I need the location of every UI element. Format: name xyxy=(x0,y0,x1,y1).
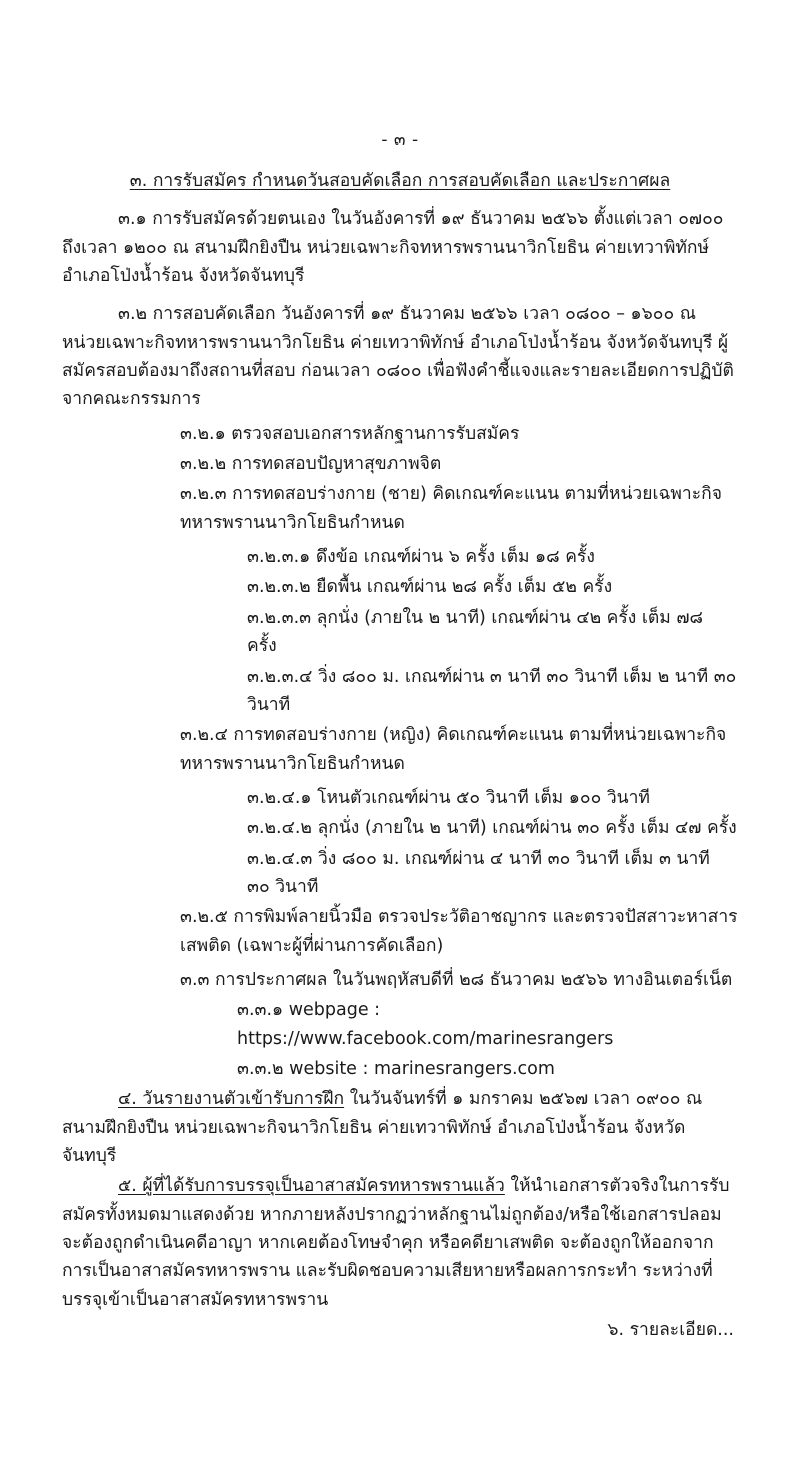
item-5-body: ให้นำเอกสารตัวจริงในการรับสมัครทั้งหมดมาแสดงด้วย หากภายหลังปรากฏว่าหลักฐานไม่ถูกต้อง/หรือใช้เอกสารปลอม จะต้องถูกดำเนินคดีอาญา หากเคยต้องโทษจำคุก หรือคดียาเสพติด จะต้องถูกให้ออกจากการเป็นอาสาสมัครทหารพราน และรับผิดชอบความเสียหายหรือผลการกระทำ ระหว่างที่บรรจุเข้าเป็นอาสาสมัครทหารพราน xyxy=(62,1176,730,1310)
item-3-2-2: ๓.๒.๒ การทดสอบปัญหาสุขภาพจิต xyxy=(180,454,442,475)
item-3-2-3-text: ๓.๒.๓ การทดสอบร่างกาย (ชาย) คิดเกณฑ์คะแนน ตามที่หน่วยเฉพาะกิจทหารพรานนาวิกโยธินกำหนด xyxy=(180,484,722,533)
female-test-1: ๓.๒.๔.๑ โหนตัวเกณฑ์ผ่าน ๕๐ วินาที เต็ม ๑๐๐ วินาที xyxy=(247,787,650,808)
item-3-2-4: ๓.๒.๔ การทดสอบร่างกาย (หญิง) คิดเกณฑ์คะแนน ตามที่หน่วยเฉพาะกิจทหารพรานนาวิกโยธินกำหนด xyxy=(180,725,727,774)
female-test-3: ๓.๒.๔.๓ วิ่ง ๘๐๐ ม. เกณฑ์ผ่าน ๔ นาที ๓๐ วินาที เต็ม ๓ นาที ๓๐ วินาที xyxy=(247,848,710,897)
item-4-body: ในวันจันทร์ที่ ๑ มกราคม ๒๕๖๗ เวลา ๐๙๐๐ ณ สนามฝึกยิงปืน หน่วยเฉพาะกิจนาวิกโยธิน ค่ายเทวาพิทักษ์ อำเภอโป่งน้ำร้อน จังหวัดจันทบุรี xyxy=(62,1089,703,1166)
paragraph-3-2: ๓.๒ การสอบคัดเลือก วันอังคารที่ ๑๙ ธันวาคม ๒๕๖๖ เวลา ๐๘๐๐ – ๑๖๐๐ ณ หน่วยเฉพาะกิจทหารพรานนาวิกโยธิน ค่ายเทวาพิทักษ์ อำเภอโป่งน้ำร้อน จังหวัดจันทบุรี ผู้สมัครสอบต้องมาถึงสถานที่สอบ ก่อนเวลา ๐๘๐๐ เพื่อฟังคำชี้แจงและรายละเอียดการปฏิบัติจากคณะกรรมการ xyxy=(62,304,734,410)
footer-note: ๖. รายละเอียด... xyxy=(607,1320,734,1341)
item-5-title: ๕. ผู้ที่ได้รับการบรรจุเป็นอาสาสมัครทหารพรานแล้ว xyxy=(118,1176,505,1197)
document-body xyxy=(62,126,738,1346)
page-number: - ๓ - xyxy=(381,130,419,150)
male-test-4: ๓.๒.๓.๔ วิ่ง ๘๐๐ ม. เกณฑ์ผ่าน ๓ นาที ๓๐ วินาที เต็ม ๒ นาที ๓๐ วินาที xyxy=(247,666,737,715)
male-test-2: ๓.๒.๓.๒ ยืดพื้น เกณฑ์ผ่าน ๒๘ ครั้ง เต็ม ๕๒ ครั้ง xyxy=(247,577,613,598)
male-test-1: ๓.๒.๓.๑ ดึงข้อ เกณฑ์ผ่าน ๖ ครั้ง เต็ม ๑๘ ครั้ง xyxy=(247,547,595,568)
item-5 xyxy=(62,1172,738,1314)
item-3-2-1: ๓.๒.๑ ตรวจสอบเอกสารหลักฐานการรับสมัคร xyxy=(180,423,520,444)
paragraph-3-1: ๓.๑ การรับสมัครด้วยตนเอง ในวันอังคารที่ ๑๙ ธันวาคม ๒๕๖๖ ตั้งแต่เวลา ๐๗๐๐ ถึงเวลา ๑๒๐๐ ณ สนามฝึกยิงปืน หน่วยเฉพาะกิจทหารพรานนาวิกโยธิน ค่ายเทวาพิทักษ์ อำเภอโป่งน้ำร้อน จังหวัดจันทบุรี xyxy=(62,209,724,287)
item-3-2-5: ๓.๒.๕ การพิมพ์ลายนิ้วมือ ตรวจประวัติอาชญากร และตรวจปัสสาวะหาสารเสพติด (เฉพาะผู้ที่ผ่านการคัดเลือก) xyxy=(180,907,738,956)
item-3-2-3 xyxy=(62,480,738,537)
link-website[interactable]: ๓.๓.๒ website : marinesrangers.com xyxy=(237,1058,555,1079)
item-3-3: ๓.๓ การประกาศผล ในวันพฤหัสบดีที่ ๒๘ ธันวาคม ๒๕๖๖ ทางอินเตอร์เน็ต xyxy=(180,969,733,990)
section-heading-text: ๓. การรับสมัคร กำหนดวันสอบคัดเลือก การสอบคัดเลือก และประกาศผล xyxy=(129,171,671,191)
male-test-3: ๓.๒.๓.๓ ลุกนั่ง (ภายใน ๒ นาที) เกณฑ์ผ่าน ๔๒ ครั้ง เต็ม ๗๘ ครั้ง xyxy=(247,607,703,657)
section-heading xyxy=(62,167,738,195)
item-4-title: ๔. วันรายงานตัวเข้ารับการฝึก xyxy=(118,1089,345,1110)
item-4 xyxy=(62,1085,738,1170)
female-test-2: ๓.๒.๔.๒ ลุกนั่ง (ภายใน ๒ นาที) เกณฑ์ผ่าน ๓๐ ครั้ง เต็ม ๔๗ ครั้ง xyxy=(247,818,737,839)
link-webpage[interactable]: ๓.๓.๑ webpage : https://www.facebook.com/marinesrangers xyxy=(237,1000,614,1049)
